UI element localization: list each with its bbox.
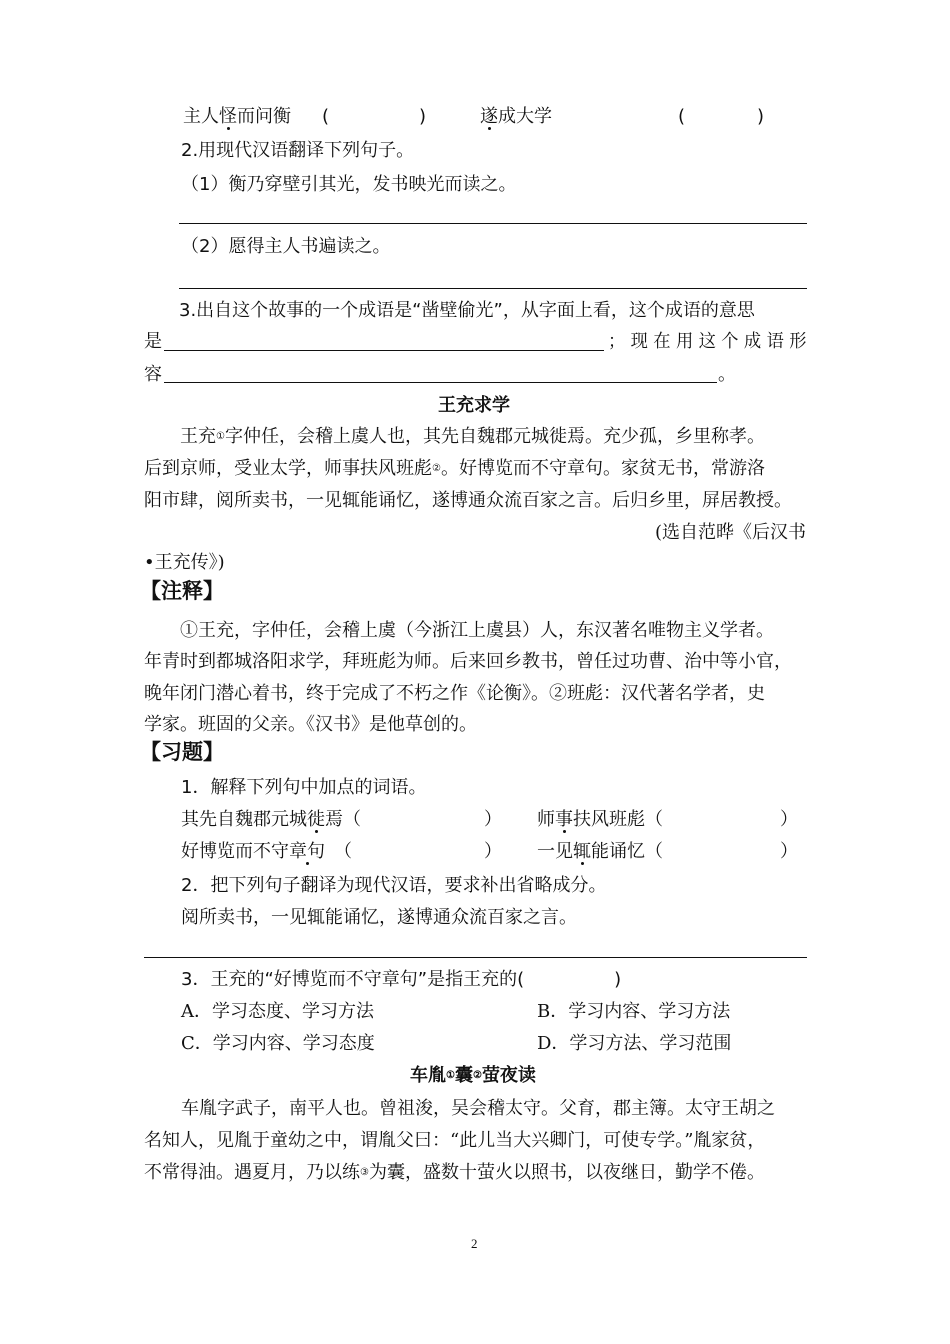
passage-1-text: 后到京师，受业太学，师事扶风班彪 <box>144 458 432 479</box>
exercises-heading: 【习题】 <box>140 740 224 764</box>
exercise-1-word-4 <box>537 839 663 865</box>
q3-line-3-start: 容 <box>144 364 162 385</box>
exercise-3-prompt: 3．王充的“好博览而不守章句”是指王充的( ) <box>181 969 622 990</box>
exercise-1-word-2 <box>537 807 663 833</box>
passage-1-title: 王充求学 <box>438 395 510 416</box>
answer-line-3 <box>144 957 807 958</box>
q1-item-a-blank: ( ) <box>322 106 427 127</box>
passage-2-title <box>410 1063 536 1089</box>
exercise-2-prompt: 2．把下列句子翻译为现代汉语，要求补出省略成分。 <box>181 875 607 896</box>
passage-1-line-2 <box>144 456 765 482</box>
notes-line-2: 年青时到都城洛阳求学，拜班彪为师。后来回乡教书，曾任过功曹、治中等小官， <box>144 651 792 672</box>
answer-line-2 <box>179 288 807 289</box>
dotted-word: 章句 <box>289 841 325 862</box>
footnote-marker-3: ③ <box>360 1167 369 1178</box>
title-text: 车胤 <box>410 1065 446 1086</box>
word-text: 一见 <box>537 841 573 862</box>
title-text: 囊 <box>454 1065 473 1086</box>
passage-1-text: 王充 <box>180 426 216 447</box>
passage-1-text: 。好博览而不守章句。家贫无书，常游洛 <box>440 458 765 479</box>
word-text: 焉（ <box>325 809 361 830</box>
passage-2-line-3 <box>144 1160 765 1186</box>
option-a: A．学习态度、学习方法 <box>181 1001 374 1022</box>
exercise-1-word-3 <box>181 839 352 865</box>
exercise-1-word-4-close: ） <box>780 841 798 862</box>
word-text: 好博览而不守 <box>181 841 289 862</box>
q3-line-3-end: 。 <box>718 364 736 385</box>
passage-1-text: 字仲任，会稽上虞人也，其先自魏郡元城徙焉。充少孤，乡里称孝。 <box>224 426 765 447</box>
q1-item-b-dotted: 遂 <box>480 106 498 127</box>
dotted-word: 辄 <box>573 841 591 862</box>
notes-line-3: 晚年闭门潜心着书，终于完成了不朽之作《论衡》。②班彪：汉代著名学者，史 <box>144 683 765 704</box>
q3-blank-2 <box>164 382 717 383</box>
q3-line-2-end: ；现在用这个成语形 <box>608 331 812 352</box>
q1-item-a-post: 而问衡 <box>237 106 291 127</box>
notes-line-4: 学家。班固的父亲。《汉书》是他草创的。 <box>144 714 477 735</box>
passage-2-line-1: 车胤字武子，南平人也。曾祖浚，吴会稽太守。父育，郡主簿。太守王胡之 <box>181 1098 775 1119</box>
passage-1-line-3: 阳市肆，阅所卖书，一见辄能诵忆，遂博通众流百家之言。后归乡里，屏居教授。 <box>144 490 792 511</box>
option-b: B．学习内容、学习方法 <box>537 1001 731 1022</box>
q1-item-b-post: 成大学 <box>498 106 552 127</box>
q2-sentence-1: （1）衡乃穿壁引其光，发书映光而读之。 <box>181 174 517 195</box>
q2-heading: 2.用现代汉语翻译下列句子。 <box>181 140 415 161</box>
passage-2-line-2: 名知人，见胤于童幼之中，谓胤父曰：“此儿当大兴卿门，可使专学。”胤家贫， <box>144 1130 766 1151</box>
exercise-1-word-1-close: ） <box>484 809 502 830</box>
passage-1-line-1 <box>180 424 765 450</box>
word-text: 扶风班彪（ <box>573 809 663 830</box>
exercise-1-word-2-close: ） <box>780 809 798 830</box>
word-text: 师 <box>537 809 555 830</box>
exercise-1-word-1 <box>181 807 361 833</box>
title-text: 萤夜读 <box>481 1065 536 1086</box>
passage-1-source-2: •王充传》) <box>144 552 225 573</box>
exercise-1-word-3-close: ） <box>484 841 502 862</box>
dotted-word: 徙 <box>307 809 325 830</box>
exercise-2-sentence: 阅所卖书，一见辄能诵忆，遂博通众流百家之言。 <box>181 907 577 928</box>
q1-item-b-blank: ( ) <box>678 106 765 127</box>
exercise-1-prompt: 1．解释下列句中加点的词语。 <box>181 777 427 798</box>
q3-line-1: 3.出自这个故事的一个成语是“凿壁偷光”，从字面上看，这个成语的意思 <box>179 300 755 321</box>
q3-blank-1 <box>164 350 604 351</box>
dotted-word: 事 <box>555 809 573 830</box>
footnote-marker-2: ② <box>472 1070 482 1081</box>
q2-sentence-2: （2）愿得主人书遍读之。 <box>181 236 391 257</box>
option-d: D．学习方法、学习范围 <box>537 1033 732 1054</box>
word-text: 其先自魏郡元城 <box>181 809 307 830</box>
q1-item-row-a <box>183 104 291 130</box>
q3-line-2-start: 是 <box>144 331 162 352</box>
passage-1-source-1: (选自范晔《后汉书 <box>655 522 807 543</box>
passage-2-text: 为囊，盛数十萤火以照书，以夜继日，勤学不倦。 <box>368 1162 765 1183</box>
q1-item-a-pre: 主人 <box>183 106 219 127</box>
footnote-marker-1: ① <box>216 431 225 442</box>
option-c: C．学习内容、学习态度 <box>181 1033 375 1054</box>
answer-line-1 <box>179 223 807 224</box>
page-number: 2 <box>471 1236 478 1251</box>
notes-line-1: ①王充，字仲任，会稽上虞（今浙江上虞县）人，东汉著名唯物主义学者。 <box>180 620 774 641</box>
word-text: （ <box>325 841 352 862</box>
footnote-marker-2: ② <box>432 463 441 474</box>
q1-item-a-dotted: 怪 <box>219 106 237 127</box>
notes-heading: 【注释】 <box>140 579 224 603</box>
passage-2-text: 不常得油。遇夏月，乃以练 <box>144 1162 360 1183</box>
footnote-marker-1: ① <box>446 1070 455 1081</box>
word-text: 能诵忆（ <box>591 841 663 862</box>
q1-item-row-b <box>480 104 552 130</box>
